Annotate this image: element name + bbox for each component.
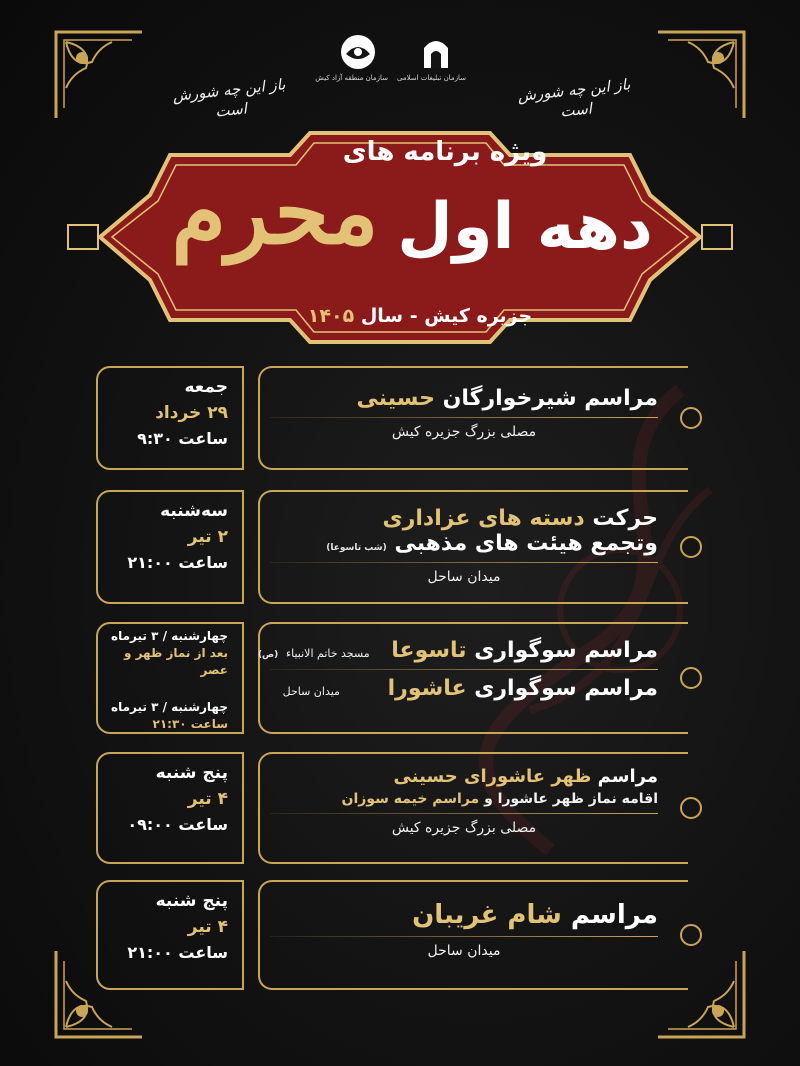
logo-caption: سازمان منطقه آزاد کیش [315, 74, 388, 82]
event-date-box [96, 366, 244, 470]
kish-logo-icon [338, 32, 378, 72]
event-date-box [96, 752, 244, 864]
event-title-note: (شب تاسوعا) [326, 543, 387, 553]
event-title-text: مراسم شیرخوارگان [442, 386, 658, 411]
box-tab-ornament [680, 536, 702, 558]
slogan-left: باز این چه شورش است [171, 75, 287, 121]
banner-title-moharram: محرم [171, 160, 379, 264]
event-title-text: مراسم [597, 766, 658, 787]
event-day: سه‌شنبه [160, 501, 228, 521]
event-title-text: مراسم سوگواری [474, 638, 658, 663]
event-title-text: مراسم [570, 900, 658, 930]
event-info-box [258, 880, 688, 990]
banner-location [300, 305, 540, 327]
banner-title-dahe-aval: دهه اول [397, 190, 653, 264]
event-title [270, 900, 658, 930]
event-time: ساعت ۲۱:۰۰ [127, 943, 228, 962]
event-title [257, 638, 658, 663]
divider [270, 813, 658, 814]
event-location: مسجد خاتم الانبیاء [285, 647, 370, 660]
event-location: میدان ساحل [282, 685, 340, 698]
corner-ornament-top-left [52, 28, 147, 123]
event-date-2: چهارشنبه / ۳ تیرماه [110, 700, 228, 714]
event-date: ۲ تیر [187, 527, 228, 547]
event-location: میدان ساحل [427, 943, 501, 959]
event-day: جمعه [184, 377, 228, 397]
event-title-text: مراسم سوگواری [474, 676, 658, 701]
event-time: ساعت ۰۹:۰۰ [127, 815, 228, 834]
event-day: پنج شنبه [155, 763, 228, 783]
event-title-highlight: حسینی [356, 386, 435, 411]
divider [270, 562, 658, 563]
tablighat-organization-logo [396, 32, 466, 94]
event-time: ساعت ۲۱:۰۰ [127, 553, 228, 572]
box-tab-ornament [680, 667, 702, 689]
event-info-box [258, 622, 688, 734]
divider [270, 936, 658, 937]
event-date: ۲۹ خرداد [155, 403, 228, 423]
event-title-highlight: شام غریبان [412, 900, 562, 930]
title-banner [60, 125, 740, 350]
event-subtitle-highlight: مراسم خیمه سوزان [341, 791, 480, 807]
location-text: جزیره کیش - سال [360, 305, 533, 327]
year-text: ۱۴۰۵ [307, 305, 355, 327]
event-info-box [258, 366, 688, 470]
event-date: ۴ تیر [187, 917, 228, 937]
event-location-note: (ص) [257, 650, 279, 660]
event-time: ساعت ۹:۳۰ [137, 429, 228, 448]
event-title-line2 [270, 531, 658, 556]
event-location: مصلی بزرگ جزیره کیش [391, 820, 537, 836]
event-date-box [96, 622, 244, 734]
event-date-box [96, 490, 244, 604]
kish-organization-logo [315, 32, 388, 94]
event-info-box [258, 752, 688, 864]
event-time-1: بعد از نماز ظهر و عصر [123, 646, 228, 677]
event-info-box [258, 490, 688, 604]
event-time-2: ساعت ۲۱:۳۰ [152, 717, 228, 731]
event-day: پنج شنبه [155, 891, 228, 911]
corner-ornament-top-right [653, 28, 748, 123]
banner-subtitle: ویژه برنامه های [342, 137, 548, 167]
event-title-highlight: دسته های عزاداری [382, 506, 585, 531]
event-title-highlight: تاسوعا [391, 638, 467, 663]
event-date-1: چهارشنبه / ۳ تیرماه [110, 629, 228, 643]
event-title-highlight: عاشورا [387, 676, 467, 701]
event-subtitle [270, 791, 658, 807]
divider [270, 417, 658, 418]
box-tab-ornament [680, 797, 702, 819]
divider [270, 669, 658, 670]
event-title-line2-text: وتجمع هیئت های مذهبی [394, 531, 658, 556]
event-title [270, 766, 658, 787]
box-tab-ornament [680, 407, 702, 429]
event-subtitle-text: اقامه نماز ظهر عاشورا و [484, 791, 658, 807]
event-title-text: حرکت [592, 506, 658, 531]
event-title-highlight: ظهر عاشورای حسینی [393, 766, 592, 787]
box-tab-ornament [680, 924, 702, 946]
event-date-box [96, 880, 244, 990]
event-title [270, 676, 658, 701]
event-location: مصلی بزرگ جزیره کیش [391, 424, 537, 440]
logo-caption: سازمان تبلیغات اسلامی [396, 74, 466, 82]
event-title [270, 506, 658, 531]
event-location: میدان ساحل [427, 569, 501, 585]
event-title [270, 386, 658, 411]
event-date: ۴ تیر [187, 789, 228, 809]
mosque-logo-icon [416, 32, 456, 72]
slogan-right: باز این چه شورش است [516, 75, 632, 121]
